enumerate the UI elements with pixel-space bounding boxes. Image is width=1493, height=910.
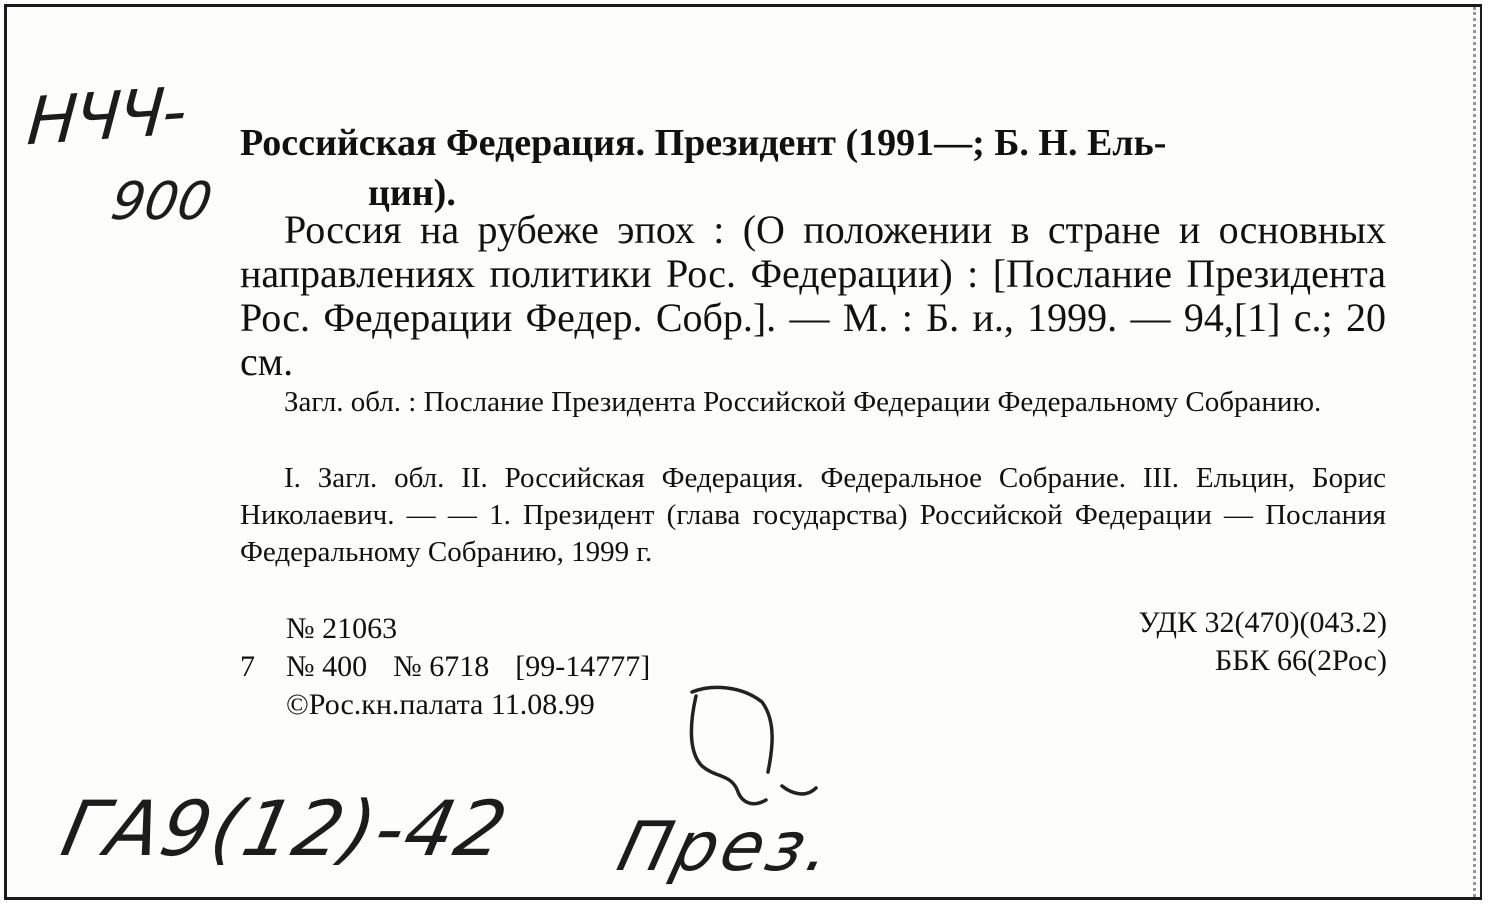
cover-title-note: Загл. обл. : Послание Президента Российской Федерации Федеральному Собранию. [284, 386, 1322, 418]
handwritten-shelfmark-line1: НЧЧ- [24, 72, 188, 161]
perforation-edge [1463, 7, 1476, 897]
author-heading-line1: Российская Федерация. Президент (1991—; Б. Н. Ель- [240, 122, 1167, 164]
handwritten-shelfmark-line2: 900 [106, 172, 217, 232]
order-number-row [240, 648, 650, 686]
title-description: Россия на рубеже эпох : (О положении в стране и основных направлениях политики Рос. Федерации) : [Послание Президента Рос. Федерации Федер. Собр.]. — М. : Б. и., 1999. — 94,[1] с.; 20 см. [240, 207, 1386, 384]
subject-tracings: I. Загл. обл. II. Российская Федерация. Федеральное Собрание. III. Ельцин, Борис Николаевич. — — 1. Президент (глава государства) Российской Федерации — Послания Федеральному Собранию, 1999 г. [240, 462, 1386, 568]
author-heading [240, 118, 1386, 218]
bracket-code: [99-14777] [515, 650, 651, 683]
print-number: № 6718 [393, 650, 490, 683]
handwritten-classification-code: ГА9(12)-42 [54, 784, 517, 873]
copyright-row [240, 686, 650, 724]
handwritten-scribble [672, 682, 832, 822]
copyright-line: ©Рос.кн.палата 11.08.99 [286, 688, 595, 721]
bbk-code: ББК 66(2Рос) [1215, 644, 1387, 677]
card-prefix: 7 [240, 650, 255, 683]
order-number: № 400 [286, 650, 368, 683]
handwritten-abbreviation: През. [610, 808, 844, 887]
card-number: № 21063 [286, 612, 398, 645]
card-identifiers [240, 610, 650, 724]
udk-code: УДК 32(470)(043.2) [1138, 606, 1387, 639]
classification-codes [1138, 604, 1387, 680]
card-number-row [240, 610, 650, 648]
author-heading-line2: цин). [368, 172, 456, 214]
